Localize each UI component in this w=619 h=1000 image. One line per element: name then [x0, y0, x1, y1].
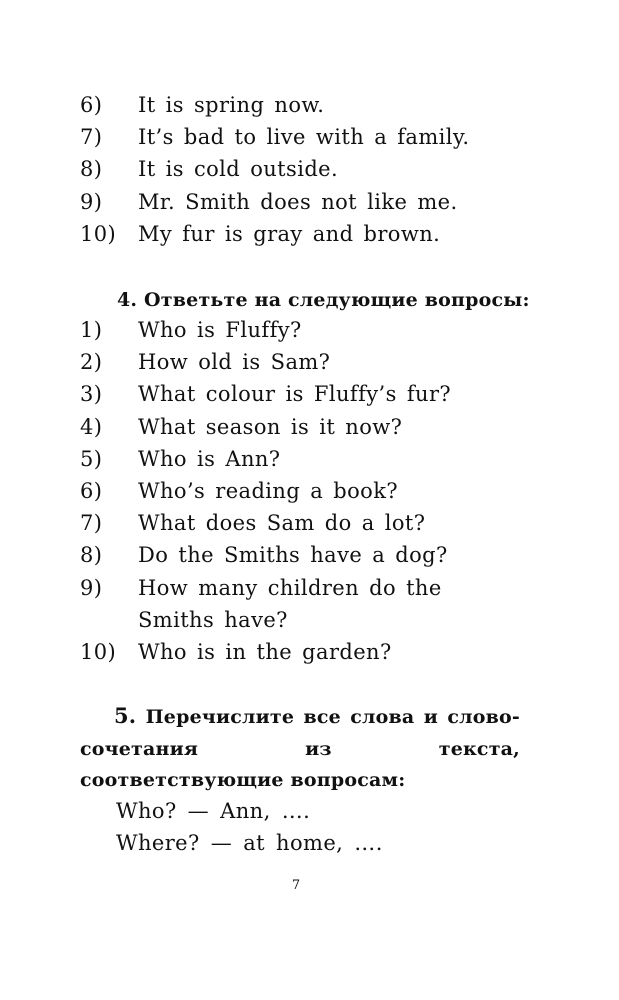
item-text: My fur is gray and brown.	[138, 221, 441, 246]
item-text: It is spring now.	[138, 93, 325, 117]
item-text: What does Sam do a lot?	[138, 511, 426, 536]
list-item	[80, 153, 520, 185]
item-text: How old is Sam?	[138, 350, 331, 375]
list-item	[80, 89, 520, 121]
item-number: 3)	[80, 382, 103, 407]
item-number: 9)	[80, 575, 103, 600]
item-number: 5)	[80, 446, 103, 471]
list-item	[80, 539, 520, 571]
section-4-heading: 4. Ответьте на следующие вопросы:	[117, 289, 530, 311]
item-text: Who is Fluffy?	[138, 318, 302, 342]
item-number: 9)	[80, 189, 103, 214]
example-line-who: Who? — Ann, ….	[116, 799, 311, 823]
example-line-where: Where? — at home, ….	[116, 831, 383, 855]
item-number: 1)	[80, 318, 103, 342]
item-text: Mr. Smith does not like me.	[138, 189, 458, 214]
item-number: 6)	[80, 479, 103, 504]
item-number: 10)	[80, 221, 117, 246]
list-item	[80, 636, 520, 668]
list-item	[80, 121, 520, 153]
list-item	[80, 443, 520, 475]
list-item	[80, 411, 520, 443]
list-item	[80, 314, 520, 346]
item-number: 6)	[80, 93, 103, 117]
statements-list	[80, 89, 520, 250]
questions-list	[80, 314, 520, 668]
section-5-heading-text: Перечислите все слова и слово-сочетания из текста, соответствующие вопросам:	[80, 706, 520, 791]
page-number: 7	[291, 878, 301, 893]
list-item	[80, 572, 520, 636]
list-item	[80, 218, 520, 250]
list-item	[80, 378, 520, 410]
list-item	[80, 507, 520, 539]
list-item	[80, 186, 520, 218]
list-item	[80, 475, 520, 507]
item-text: What season is it now?	[138, 414, 403, 439]
item-number: 7)	[80, 511, 103, 536]
item-number: 4)	[80, 414, 103, 439]
item-text: How many children do the Smiths have?	[138, 575, 442, 632]
item-text: Who is Ann?	[138, 446, 281, 471]
item-number: 8)	[80, 543, 103, 568]
item-number: 8)	[80, 157, 103, 182]
item-text: Who’s reading a book?	[138, 479, 398, 504]
item-text: It is cold outside.	[138, 157, 339, 182]
section-5-number: 5.	[114, 703, 137, 728]
item-text: What colour is Fluffy’s fur?	[138, 382, 452, 407]
item-text: Who is in the garden?	[138, 640, 392, 665]
item-number: 7)	[80, 125, 103, 150]
item-number: 10)	[80, 640, 117, 665]
item-text: Do the Smiths have a dog?	[138, 543, 448, 568]
list-item	[80, 346, 520, 378]
item-number: 2)	[80, 350, 103, 375]
item-text: It’s bad to live with a family.	[138, 125, 470, 150]
section-5-heading	[80, 700, 520, 797]
